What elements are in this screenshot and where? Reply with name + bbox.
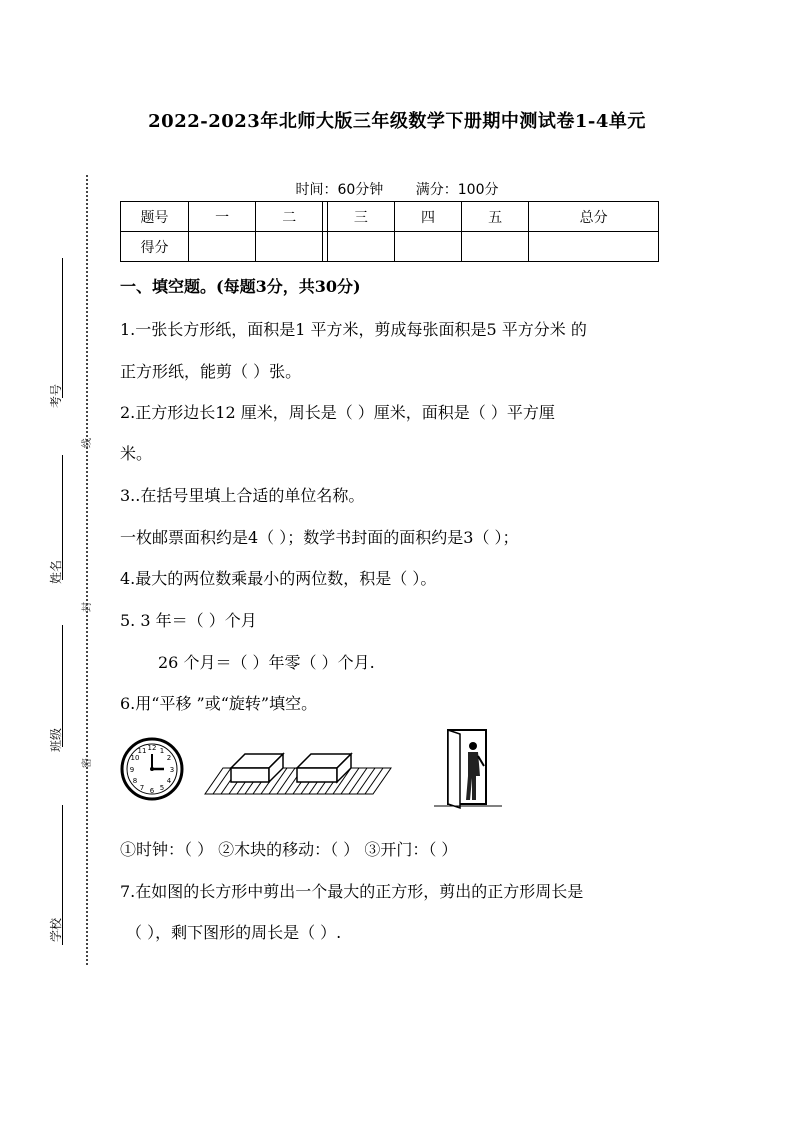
question-6: 6.用“平移 ”或“旋转”填空。	[120, 694, 318, 713]
score-table-header-row	[121, 202, 659, 232]
question-7-line-2: （ ），剩下图形的周长是（ ）.	[126, 923, 342, 942]
question-3-line-1: 3..在括号里填上合适的单位名称。	[120, 486, 365, 505]
exam-info	[0, 179, 794, 199]
score-header-cell: 四	[394, 202, 461, 232]
score-header-cell: 题号	[121, 202, 189, 232]
svg-text:12: 12	[147, 744, 157, 752]
svg-text:1: 1	[159, 747, 165, 755]
question-6-answers: ①时钟：（ ） ②木块的移动：（ ） ③开门：（ ）	[120, 840, 458, 859]
question-1-line-2: 正方形纸，能剪（ ）张。	[120, 362, 302, 381]
question-5-line-2: 26 个月＝（ ）年零（ ）个月.	[158, 653, 375, 672]
svg-text:10: 10	[130, 754, 140, 762]
svg-text:6: 6	[149, 787, 155, 795]
svg-text:8: 8	[132, 777, 138, 785]
question-2-line-1: 2.正方形边长12 厘米，周长是（ ）厘米，面积是（ ）平方厘	[120, 403, 555, 422]
seal-char: 封	[82, 602, 93, 612]
score-header-cell: 总分	[529, 202, 659, 232]
question-3-line-2: 一枚邮票面积约是4（ ）；数学书封面的面积约是3（ ）；	[120, 528, 519, 547]
score-cell[interactable]	[256, 232, 323, 262]
full-score: 满分：100分	[415, 182, 499, 198]
score-header-cell: 三	[327, 202, 394, 232]
score-cell[interactable]	[327, 232, 394, 262]
score-header-cell: 一	[189, 202, 256, 232]
svg-text:11: 11	[137, 747, 147, 755]
score-cell[interactable]	[394, 232, 461, 262]
opening-door-icon	[432, 728, 504, 810]
svg-text:2: 2	[166, 754, 172, 762]
score-row-label: 得分	[121, 232, 189, 262]
exam-number-label: 考号	[49, 383, 63, 408]
exam-number-line	[62, 258, 63, 398]
question-4: 4.最大的两位数乘最小的两位数，积是（ ）。	[120, 569, 437, 588]
name-label: 姓名	[49, 559, 63, 584]
school-label: 学校	[49, 917, 63, 942]
time-limit: 时间：60分钟	[295, 182, 384, 198]
binding-dotted-line	[86, 175, 88, 965]
class-label: 班级	[49, 727, 63, 752]
question-1-line-1: 1.一张长方形纸，面积是1 平方米，剪成每张面积是5 平方分米 的	[120, 320, 587, 339]
score-header-cell: 五	[462, 202, 529, 232]
page-title: 2022-2023年北师大版三年级数学下册期中测试卷1-4单元	[148, 111, 646, 132]
svg-text:4: 4	[166, 777, 172, 785]
question-2-line-2: 米。	[120, 444, 153, 463]
question-7-line-1: 7.在如图的长方形中剪出一个最大的正方形，剪出的正方形周长是	[120, 882, 584, 901]
score-table	[120, 201, 659, 262]
seal-char: 线	[82, 438, 93, 448]
score-header-cell: 二	[256, 202, 323, 232]
seal-char: 密	[82, 758, 93, 768]
svg-text:9: 9	[129, 766, 135, 774]
score-table-score-row	[121, 232, 659, 262]
clock-icon	[120, 735, 184, 803]
score-cell[interactable]	[462, 232, 529, 262]
score-cell[interactable]	[189, 232, 256, 262]
svg-text:5: 5	[159, 784, 165, 792]
score-cell[interactable]	[529, 232, 659, 262]
section-heading: 一、填空题。(每题3分，共30分)	[120, 277, 361, 296]
question-5-line-1: 5. 3 年＝（ ）个月	[120, 611, 257, 630]
svg-text:7: 7	[139, 784, 145, 792]
svg-text:3: 3	[169, 766, 175, 774]
sliding-blocks-icon	[203, 748, 393, 796]
